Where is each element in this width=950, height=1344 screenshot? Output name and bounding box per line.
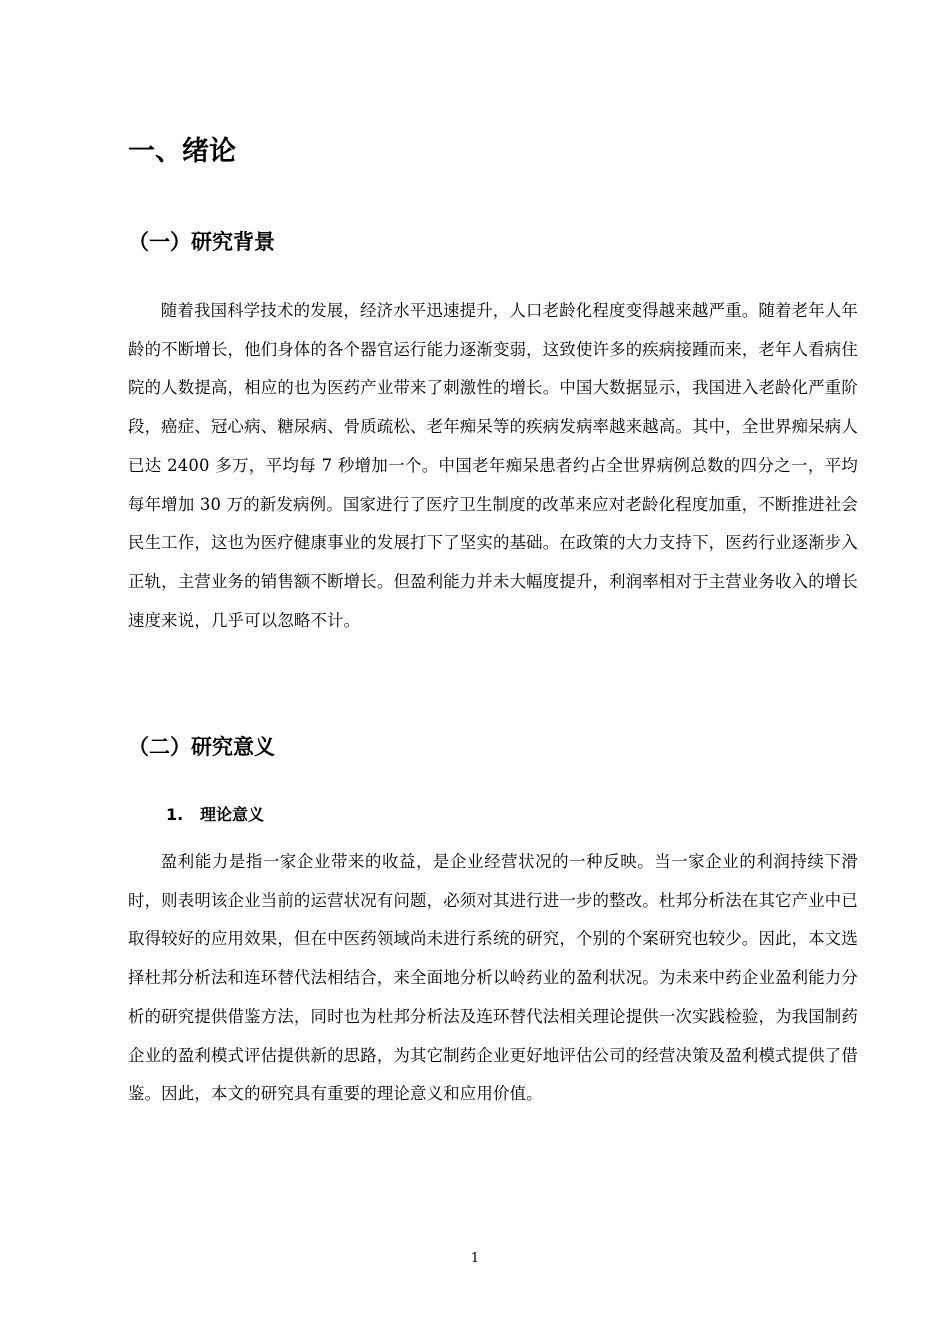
section-heading-significance: （二）研究意义 bbox=[128, 735, 275, 759]
background-paragraph: 随着我国科学技术的发展，经济水平迅速提升，人口老龄化程度变得越来越严重。随着老年人年龄的不断增长，他们身体的各个器官运行能力逐渐变弱，这致使许多的疾病接踵而来，老年人看病住院的人数提高，相应的也为医药产业带来了刺激性的增长。中国大数据显示，我国进入老龄化严重阶段，癌症、冠心病、糖尿病、骨质疏松、老年痴呆等的疾病发病率越来越高。其中，全世界痴呆病人已达 2400 多万，平均每 7 秒增加一个。中国老年痴呆患者约占全世界病例总数的四分之一，平均每年增加 30 万的新发病例。国家进行了医疗卫生制度的改革来应对老龄化程度加重，不断推进社会民生工作，这也为医疗健康事业的发展打下了坚实的基础。在政策的大力支持下，医药行业逐渐步入正轨，主营业务的销售额不断增长。但盈利能力并未大幅度提升，利润率相对于主营业务收入的增长速度来说，几乎可以忽略不计。 bbox=[128, 301, 858, 630]
subsection-title: 理论意义 bbox=[200, 805, 265, 824]
theory-paragraph: 盈利能力是指一家企业带来的收益，是企业经营状况的一种反映。当一家企业的利润持续下滑时，则表明该企业当前的运营状况有问题，必须对其进行进一步的整改。杜邦分析法在其它产业中已取得较好的应用效果，但在中医药领域尚未进行系统的研究，个别的个案研究也较少。因此，本文选择杜邦分析法和连环替代法相结合，来全面地分析以岭药业的盈利状况。为未来中药企业盈利能力分析的研究提供借鉴方法，同时也为杜邦分析法及连环替代法相关理论提供一次实践检验，为我国制药企业的盈利模式评估提供新的思路，为其它制药企业更好地评估公司的经营决策及盈利模式提供了借鉴。因此，本文的研究具有重要的理论意义和应用价值。 bbox=[128, 852, 858, 1104]
subsection-heading-theory bbox=[166, 802, 264, 828]
subsection-number: 1. bbox=[166, 805, 184, 824]
section-heading-background: （一）研究背景 bbox=[128, 230, 275, 254]
chapter-title: 一、绪论 bbox=[128, 136, 236, 167]
page-number: 1 bbox=[470, 1251, 480, 1266]
